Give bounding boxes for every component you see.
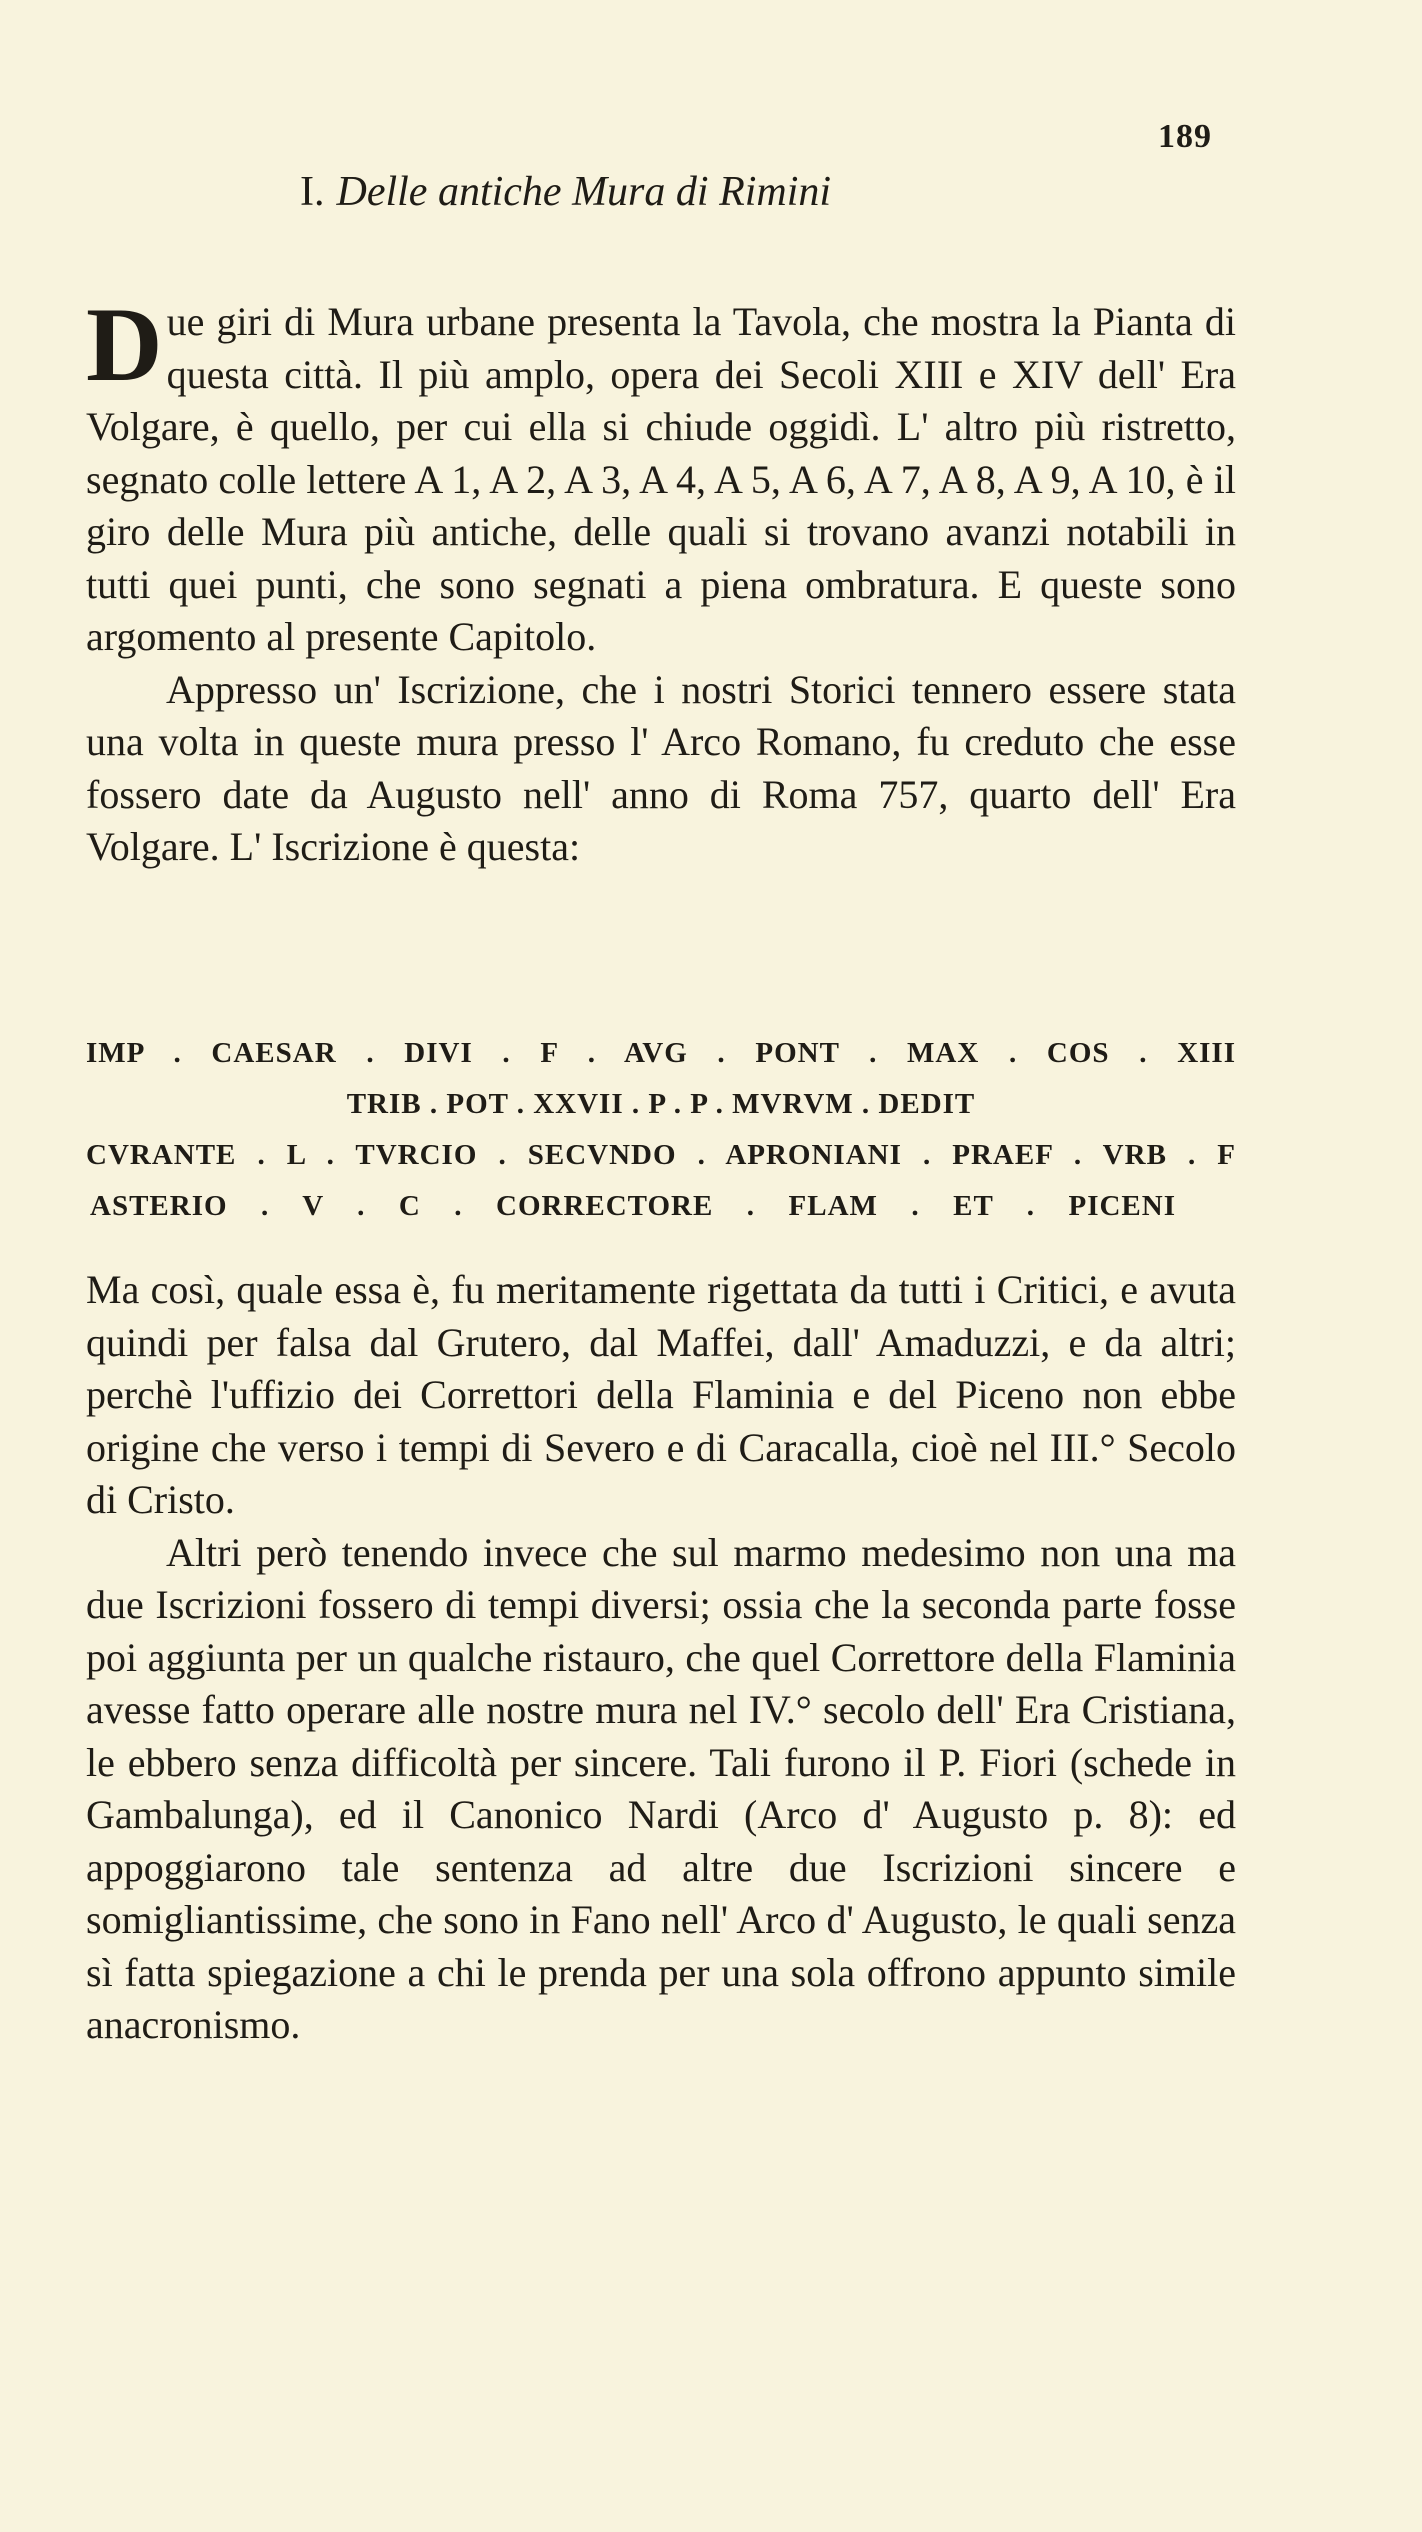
- page-number: 189: [1158, 118, 1212, 155]
- paragraph-text: ue giri di Mura urbane presenta la Tavola, che mostra la Pianta di questa città. Il più amplo, opera dei Secoli XIII e XIV dell' Era Volgare, è quello, per cui ella si chiude oggidì. L' altro più ristretto, segnato colle lettere A 1, A 2, A 3, A 4, A 5, A 6, A 7, A 8, A 9, A 10, è il giro delle Mura più antiche, delle quali si trovano avanzi notabili in tutti quei punti, che sono segnati a piena ombratura. E queste sono argomento al presente Capitolo.: [86, 299, 1236, 659]
- chapter-title: Delle antiche Mura di Rimini: [336, 169, 832, 215]
- paragraph: Ma così, quale essa è, fu meritamente rigettata da tutti i Critici, e avuta quindi per falsa dal Grutero, dal Maffei, dall' Amaduzzi, e da altri; perchè l'uffizio dei Correttori della Flaminia e del Piceno non ebbe origine che verso i tempi di Severo e di Caracalla, cioè nel III.° Secolo di Cristo.: [86, 1267, 1236, 1522]
- paragraph: Altri però tenendo invece che sul marmo medesimo non una ma due Iscrizioni fossero di tempi diversi; ossia che la seconda parte fosse poi aggiunta per un qualche ristauro, che quel Correttore della Flaminia avesse fatto operare alle nostre mura nel IV.° secolo dell' Era Cristiana, le ebbero senza difficoltà per sincere. Tali furono il P. Fiori (schede in Gambalunga), ed il Canonico Nardi (Arco d' Augusto p. 8): ed appoggiarono tale sentenza ad altre due Iscrizioni sincere e somigliantissime, che sono in Fano nell' Arco d' Augusto, le quali senza sì fatta spiegazione a chi le prenda per una sola offrono appunto simile anacronismo.: [86, 1529, 1236, 2047]
- inscription-line: ASTERIO . V . C . CORRECTORE . FLAM . ET . PICENI: [90, 1190, 1176, 1222]
- latin-inscription: [86, 1028, 1236, 1232]
- drop-cap: D: [86, 286, 163, 403]
- chapter-heading: [300, 168, 831, 216]
- text-block-commentary: [86, 1264, 1236, 2052]
- chapter-number: I.: [300, 169, 325, 215]
- paragraph: [86, 286, 1236, 664]
- inscription-line: IMP . CAESAR . DIVI . F . AVG . PONT . MAX . COS . XIII: [86, 1037, 1236, 1069]
- inscription-line: TRIB . POT . XXVII . P . P . MVRVM . DEDIT: [346, 1088, 976, 1120]
- paragraph: Appresso un' Iscrizione, che i nostri Storici tennero essere stata una volta in queste mura presso l' Arco Romano, fu creduto che esse fossero date da Augusto nell' anno di Roma 757, quarto dell' Era Volgare. L' Iscrizione è questa:: [86, 666, 1236, 869]
- inscription-line: CVRANTE . L . TVRCIO . SECVNDO . APRONIANI . PRAEF . VRB . F: [86, 1139, 1236, 1171]
- text-block-intro: [86, 286, 1236, 874]
